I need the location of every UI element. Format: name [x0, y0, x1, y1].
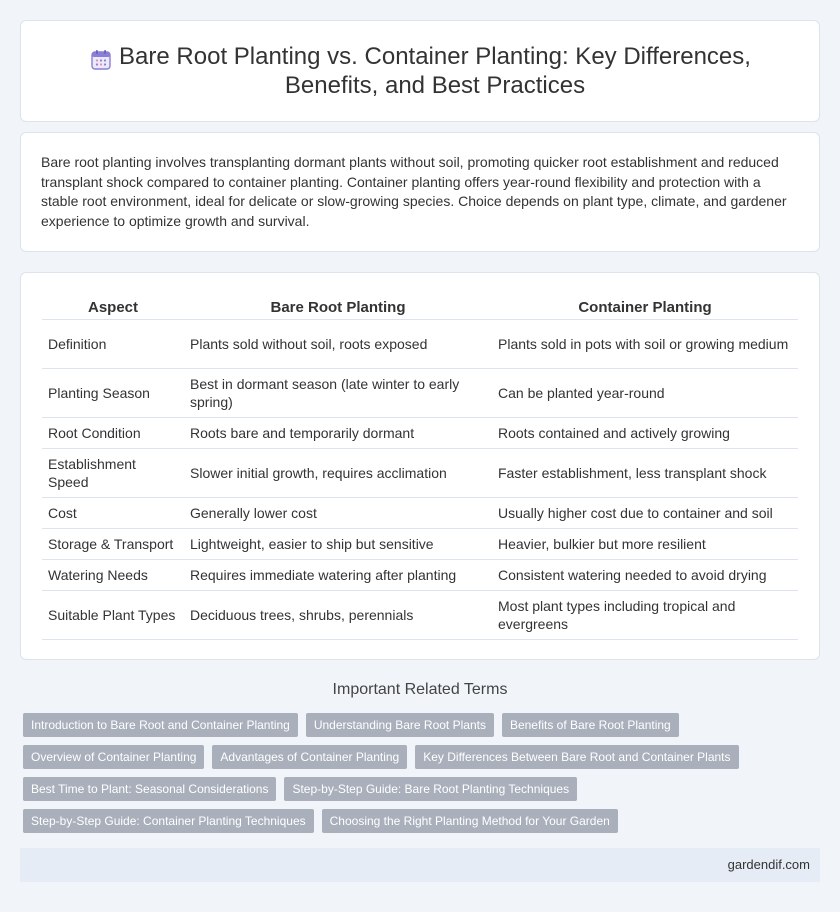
related-term-tag[interactable]: Step-by-Step Guide: Container Planting Techniques	[23, 809, 314, 833]
aspect-cell: Planting Season	[42, 368, 184, 417]
table-row	[42, 448, 798, 497]
aspect-cell: Suitable Plant Types	[42, 590, 184, 639]
table-row	[42, 528, 798, 559]
container-cell: Roots contained and actively growing	[492, 417, 798, 448]
intro-card	[20, 132, 820, 252]
title-card	[20, 20, 820, 122]
related-term-tag[interactable]: Choosing the Right Planting Method for Your Garden	[322, 809, 618, 833]
table-header-row	[42, 293, 798, 319]
intro-paragraph: Bare root planting involves transplanting dormant plants without soil, promoting quicker root establishment and reduced transplant shock compared to container planting. Container planting offers year-round flexibility and protection with a stable root environment, ideal for delicate or slow-growing species. Choice depends on plant type, climate, and gardener experience to optimize growth and survival.	[41, 154, 787, 229]
related-term-tag[interactable]: Key Differences Between Bare Root and Container Plants	[415, 745, 738, 769]
container-cell: Faster establishment, less transplant shock	[492, 448, 798, 497]
table-row	[42, 319, 798, 368]
bare-root-cell: Deciduous trees, shrubs, perennials	[184, 590, 492, 639]
header-bare-root: Bare Root Planting	[184, 293, 492, 319]
related-term-tag[interactable]: Introduction to Bare Root and Container Planting	[23, 713, 298, 737]
aspect-cell: Cost	[42, 497, 184, 528]
page-title: Bare Root Planting vs. Container Planting: Key Differences, Benefits, and Best Practices	[119, 43, 751, 99]
container-cell: Consistent watering needed to avoid drying	[492, 559, 798, 590]
related-term-tag[interactable]: Best Time to Plant: Seasonal Considerations	[23, 777, 276, 801]
header-container: Container Planting	[492, 293, 798, 319]
footer-site-link[interactable]: gardendif.com	[727, 857, 810, 872]
bare-root-cell: Generally lower cost	[184, 497, 492, 528]
table-row	[42, 559, 798, 590]
header-aspect: Aspect	[42, 293, 184, 319]
comparison-card	[20, 272, 820, 660]
table-row	[42, 497, 798, 528]
related-term-tag[interactable]: Overview of Container Planting	[23, 745, 204, 769]
tag-row	[23, 745, 823, 777]
container-cell: Most plant types including tropical and evergreens	[492, 590, 798, 639]
bare-root-cell: Slower initial growth, requires acclimation	[184, 448, 492, 497]
tag-row	[23, 777, 823, 809]
tag-row	[23, 713, 823, 745]
table-row	[42, 417, 798, 448]
related-term-tag[interactable]: Step-by-Step Guide: Bare Root Planting Techniques	[284, 777, 577, 801]
container-cell: Usually higher cost due to container and soil	[492, 497, 798, 528]
footer	[20, 848, 820, 882]
bare-root-cell: Lightweight, easier to ship but sensitive	[184, 528, 492, 559]
related-term-tag[interactable]: Understanding Bare Root Plants	[306, 713, 494, 737]
related-terms-tags	[23, 713, 823, 841]
related-term-tag[interactable]: Advantages of Container Planting	[212, 745, 407, 769]
aspect-cell: Watering Needs	[42, 559, 184, 590]
bare-root-cell: Requires immediate watering after planting	[184, 559, 492, 590]
bare-root-cell: Plants sold without soil, roots exposed	[184, 319, 492, 368]
related-term-tag[interactable]: Benefits of Bare Root Planting	[502, 713, 679, 737]
container-cell: Plants sold in pots with soil or growing medium	[492, 319, 798, 368]
aspect-cell: Root Condition	[42, 417, 184, 448]
table-row	[42, 368, 798, 417]
table-row	[42, 590, 798, 639]
bare-root-cell: Best in dormant season (late winter to early spring)	[184, 368, 492, 417]
aspect-cell: Establishment Speed	[42, 448, 184, 497]
comparison-table	[42, 293, 798, 640]
related-terms-title: Important Related Terms	[332, 681, 508, 698]
tag-row	[23, 809, 823, 841]
container-cell: Heavier, bulkier but more resilient	[492, 528, 798, 559]
container-cell: Can be planted year-round	[492, 368, 798, 417]
bare-root-cell: Roots bare and temporarily dormant	[184, 417, 492, 448]
aspect-cell: Storage & Transport	[42, 528, 184, 559]
aspect-cell: Definition	[42, 319, 184, 368]
